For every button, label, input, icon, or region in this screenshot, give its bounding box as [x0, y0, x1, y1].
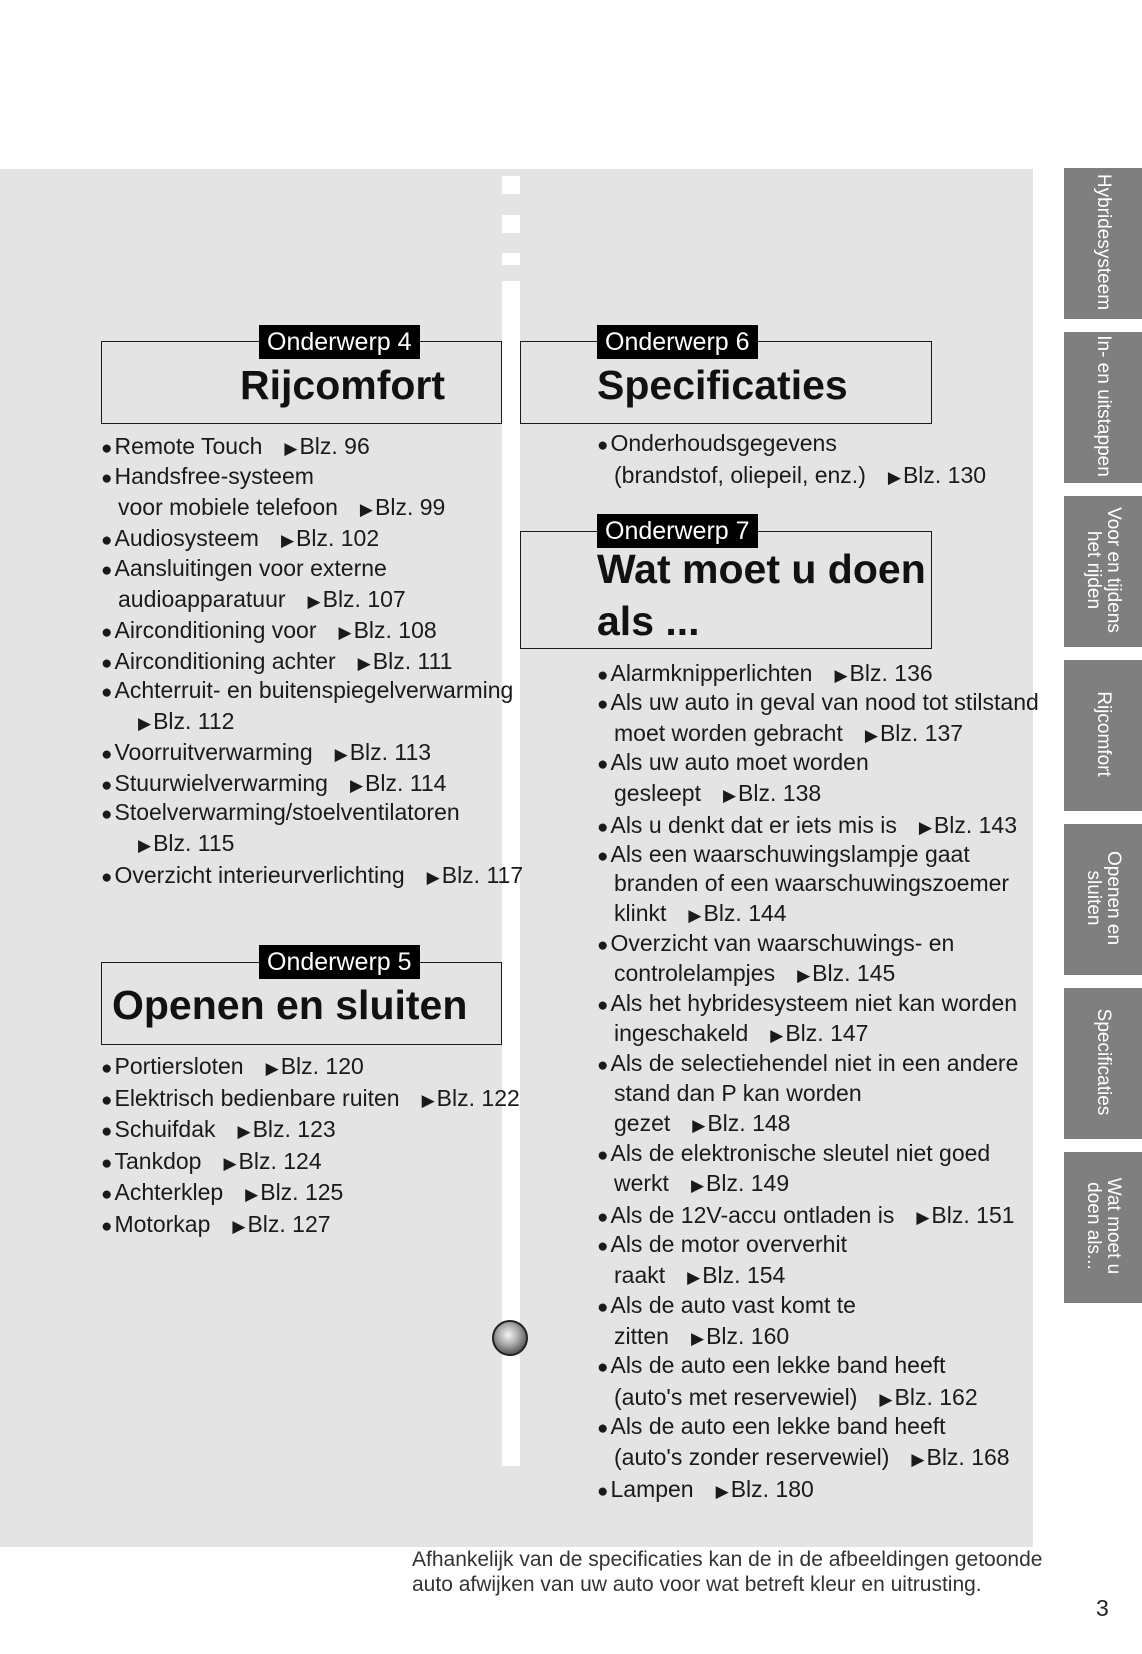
list-item-cont[interactable]: raakt ▶Blz. 154	[614, 1262, 786, 1288]
list-item[interactable]: ●Handsfree-systeem	[101, 463, 314, 489]
list-item[interactable]: ●Als de selectiehendel niet in een andere	[597, 1050, 1019, 1076]
list-item-cont[interactable]: gesleept ▶Blz. 138	[614, 780, 822, 806]
list-item[interactable]: ●Portiersloten ▶Blz. 120	[101, 1053, 364, 1079]
list-item[interactable]: ●Als een waarschuwingslampje gaat	[597, 841, 970, 867]
section4-title: Rijcomfort	[240, 362, 445, 408]
list-item[interactable]: ●Als uw auto in geval van nood tot stilstand	[597, 689, 1039, 715]
tab-in-en-uitstappen[interactable]: In- en uitstappen	[1064, 329, 1142, 483]
list-item[interactable]: ●Tankdop ▶Blz. 124	[101, 1148, 322, 1174]
list-item-cont[interactable]: audioapparatuur ▶Blz. 107	[118, 586, 406, 612]
list-item[interactable]: ●Als de auto een lekke band heeft	[597, 1352, 946, 1378]
list-item-cont[interactable]: ▶Blz. 112	[138, 708, 235, 734]
list-item[interactable]: ●Als u denkt dat er iets mis is ▶Blz. 143	[597, 812, 1018, 838]
section4-tag: Onderwerp 4	[259, 325, 420, 359]
list-item-cont[interactable]: controlelampjes ▶Blz. 145	[614, 960, 896, 986]
list-item-cont[interactable]: moet worden gebracht ▶Blz. 137	[614, 720, 964, 746]
section6-tag: Onderwerp 6	[597, 325, 758, 359]
section7-tag: Onderwerp 7	[597, 514, 758, 548]
section7-title-line2: als ...	[597, 598, 700, 644]
section6-title: Specificaties	[597, 362, 848, 408]
section5-title: Openen en sluiten	[112, 982, 468, 1028]
list-item[interactable]: ●Stuurwielverwarming ▶Blz. 114	[101, 770, 447, 796]
list-item[interactable]: ●Alarmknipperlichten ▶Blz. 136	[597, 660, 933, 686]
list-item-cont[interactable]: ▶Blz. 115	[138, 830, 235, 856]
section7-title-line1: Wat moet u doen	[597, 546, 926, 592]
list-item-cont[interactable]: zitten ▶Blz. 160	[614, 1323, 790, 1349]
list-item[interactable]: ●Als de elektronische sleutel niet goed	[597, 1140, 991, 1166]
list-item[interactable]: ●Onderhoudsgegevens	[597, 430, 837, 456]
list-item[interactable]: ●Als de 12V-accu ontladen is ▶Blz. 151	[597, 1202, 1015, 1228]
list-item[interactable]: ●Stoelverwarming/stoelventilatoren	[101, 799, 460, 825]
list-item-cont[interactable]: (auto's met reservewiel) ▶Blz. 162	[614, 1384, 978, 1410]
tab-specificaties[interactable]: Specificaties	[1064, 985, 1142, 1139]
divider-dash	[502, 215, 520, 233]
page-number: 3	[1096, 1595, 1109, 1621]
footer-note: Afhankelijk van de specificaties kan de in de afbeeldingen getoonde auto afwijken van uw auto voor wat betreft kleur en uitrusting.	[412, 1548, 1043, 1596]
list-item[interactable]: ●Audiosysteem ▶Blz. 102	[101, 525, 380, 551]
list-item[interactable]: ●Als de auto vast komt te	[597, 1292, 856, 1318]
list-item[interactable]: ●Achterruit- en buitenspiegelverwarming	[101, 677, 514, 703]
list-item[interactable]: ●Aansluitingen voor externe	[101, 555, 387, 581]
list-item[interactable]: ●Overzicht interieurverlichting ▶Blz. 117	[101, 862, 524, 888]
tab-hybridesysteem[interactable]: Hybridesysteem	[1064, 165, 1142, 319]
list-item[interactable]: ●Schuifdak ▶Blz. 123	[101, 1116, 336, 1142]
list-item-cont[interactable]: gezet ▶Blz. 148	[614, 1110, 791, 1136]
list-item-cont[interactable]: werkt ▶Blz. 149	[614, 1170, 790, 1196]
list-item[interactable]: ●Als het hybridesysteem niet kan worden	[597, 990, 1018, 1016]
list-item[interactable]: ●Als uw auto moet worden	[597, 749, 869, 775]
tab-voor-en-tijdens-het-rijden[interactable]: Voor en tijdens het rijden	[1064, 493, 1142, 647]
list-item[interactable]: ●Remote Touch ▶Blz. 96	[101, 433, 370, 459]
divider-dash	[502, 253, 520, 265]
list-item[interactable]: ●Voorruitverwarming ▶Blz. 113	[101, 739, 432, 765]
section5-tag: Onderwerp 5	[259, 945, 420, 979]
divider-dash	[502, 176, 520, 194]
list-item-cont[interactable]: voor mobiele telefoon ▶Blz. 99	[118, 494, 446, 520]
list-item[interactable]: ●Airconditioning voor ▶Blz. 108	[101, 617, 437, 643]
list-item[interactable]: ●Overzicht van waarschuwings- en	[597, 930, 955, 956]
tab-openen-en-sluiten[interactable]: Openen en sluiten	[1064, 821, 1142, 975]
list-item[interactable]: ●Lampen ▶Blz. 180	[597, 1476, 814, 1502]
list-item-cont[interactable]: klinkt ▶Blz. 144	[614, 900, 787, 926]
list-item-cont[interactable]: branden of een waarschuwingszoemer	[614, 870, 1010, 896]
tab-rijcomfort[interactable]: Rijcomfort	[1064, 657, 1142, 811]
list-item[interactable]: ●Motorkap ▶Blz. 127	[101, 1211, 331, 1237]
list-item[interactable]: ●Achterklep ▶Blz. 125	[101, 1179, 344, 1205]
list-item[interactable]: ●Elektrisch bedienbare ruiten ▶Blz. 122	[101, 1085, 520, 1111]
list-item[interactable]: ●Als de auto een lekke band heeft	[597, 1413, 946, 1439]
list-item-cont[interactable]: (auto's zonder reservewiel) ▶Blz. 168	[614, 1444, 1010, 1470]
list-item[interactable]: ●Als de motor oververhit	[597, 1231, 847, 1257]
tab-wat-moet-u-doen-als[interactable]: Wat moet u doen als...	[1064, 1149, 1142, 1303]
list-item-cont[interactable]: ingeschakeld ▶Blz. 147	[614, 1020, 869, 1046]
list-item-cont[interactable]: (brandstof, oliepeil, enz.) ▶Blz. 130	[614, 462, 987, 488]
divider-knob	[492, 1320, 528, 1356]
list-item[interactable]: ●Airconditioning achter ▶Blz. 111	[101, 648, 453, 674]
list-item-cont[interactable]: stand dan P kan worden	[614, 1080, 862, 1106]
